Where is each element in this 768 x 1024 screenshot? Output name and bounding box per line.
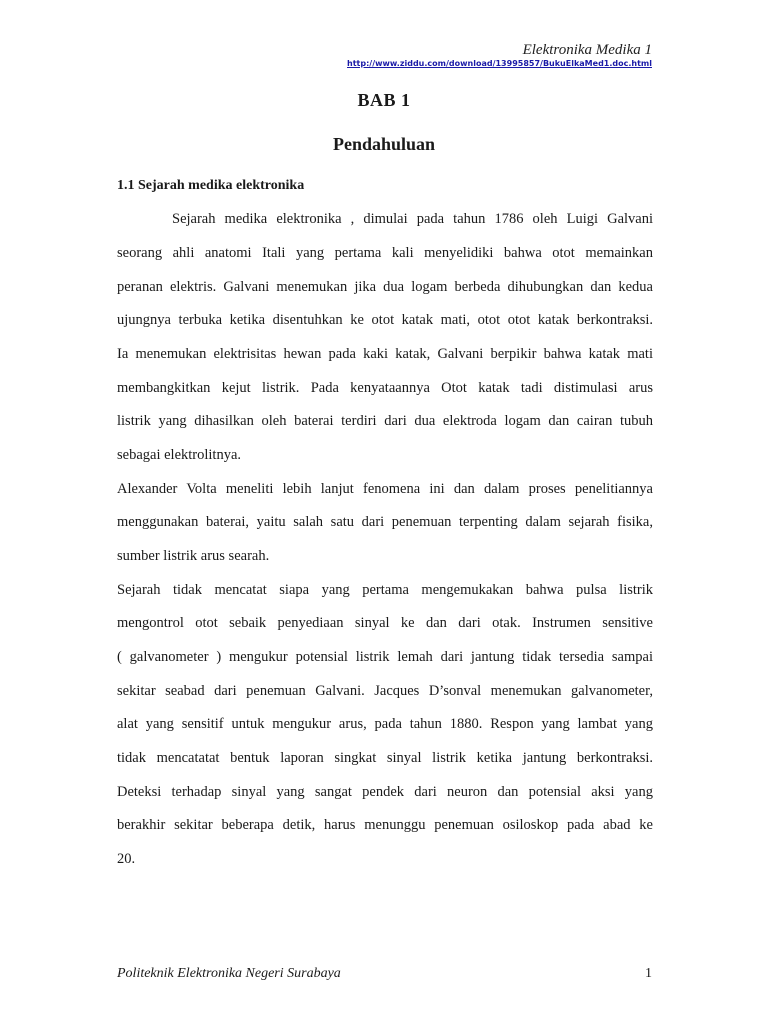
- body-line: mengontrol otot sebaik penyediaan sinyal ke dan dari otak. Instrumen sensitive: [117, 615, 653, 631]
- body-line: Ia menemukan elektrisitas hewan pada kaki katak, Galvani berpikir bahwa katak mati: [117, 346, 653, 362]
- chapter-number: BAB 1: [357, 90, 411, 110]
- running-header-title: Elektronika Medika 1: [522, 42, 652, 58]
- body-line: membangkitkan kejut listrik. Pada kenyataannya Otot katak tadi distimulasi arus: [117, 380, 653, 396]
- body-line: Alexander Volta meneliti lebih lanjut fenomena ini dan dalam proses penelitiannya: [117, 481, 653, 497]
- body-line: berakhir sekitar beberapa detik, harus menunggu penemuan osiloskop pada abad ke: [117, 817, 653, 833]
- body-line: peranan elektris. Galvani menemukan jika dua logam berbeda dihubungkan dan kedua: [117, 279, 653, 295]
- body-line: menggunakan baterai, yaitu salah satu dari penemuan terpenting dalam sejarah fisika,: [117, 514, 653, 530]
- body-line: tidak mencatatat bentuk laporan singkat sinyal listrik ketika jantung berkontraksi.: [117, 750, 653, 766]
- body-line: alat yang sensitif untuk mengukur arus, pada tahun 1880. Respon yang lambat yang: [117, 716, 653, 732]
- body-line: ujungnya terbuka ketika disentuhkan ke otot katak mati, otot otot katak berkontraksi.: [117, 312, 653, 328]
- body-line: 20.: [117, 851, 136, 867]
- body-line: Sejarah medika elektronika , dimulai pada tahun 1786 oleh Luigi Galvani: [172, 211, 653, 227]
- body-line: seorang ahli anatomi Itali yang pertama kali menyelidiki bahwa otot memainkan: [117, 245, 653, 261]
- section-heading: 1.1 Sejarah medika elektronika: [117, 178, 305, 193]
- body-line: Sejarah tidak mencatat siapa yang pertama mengemukakan bahwa pulsa listrik: [117, 582, 653, 598]
- body-line: ( galvanometer ) mengukur potensial listrik lemah dari jantung tidak tersedia sampai: [117, 649, 653, 665]
- chapter-title: Pendahuluan: [332, 134, 436, 154]
- footer-institution: Politeknik Elektronika Negeri Surabaya: [117, 966, 341, 981]
- footer-page-number: 1: [645, 966, 652, 981]
- body-line: sebagai elektrolitnya.: [117, 447, 242, 463]
- body-line: sekitar seabad dari penemuan Galvani. Jacques D’sonval menemukan galvanometer,: [117, 683, 653, 699]
- body-line: sumber listrik arus searah.: [117, 548, 270, 564]
- body-line: listrik yang dihasilkan oleh baterai terdiri dari dua elektroda logam dan cairan tubuh: [117, 413, 653, 429]
- body-line: Deteksi terhadap sinyal yang sangat pendek dari neuron dan potensial aksi yang: [117, 784, 653, 800]
- header-download-link[interactable]: http://www.ziddu.com/download/13995857/BukuElkaMed1.doc.html: [347, 59, 652, 68]
